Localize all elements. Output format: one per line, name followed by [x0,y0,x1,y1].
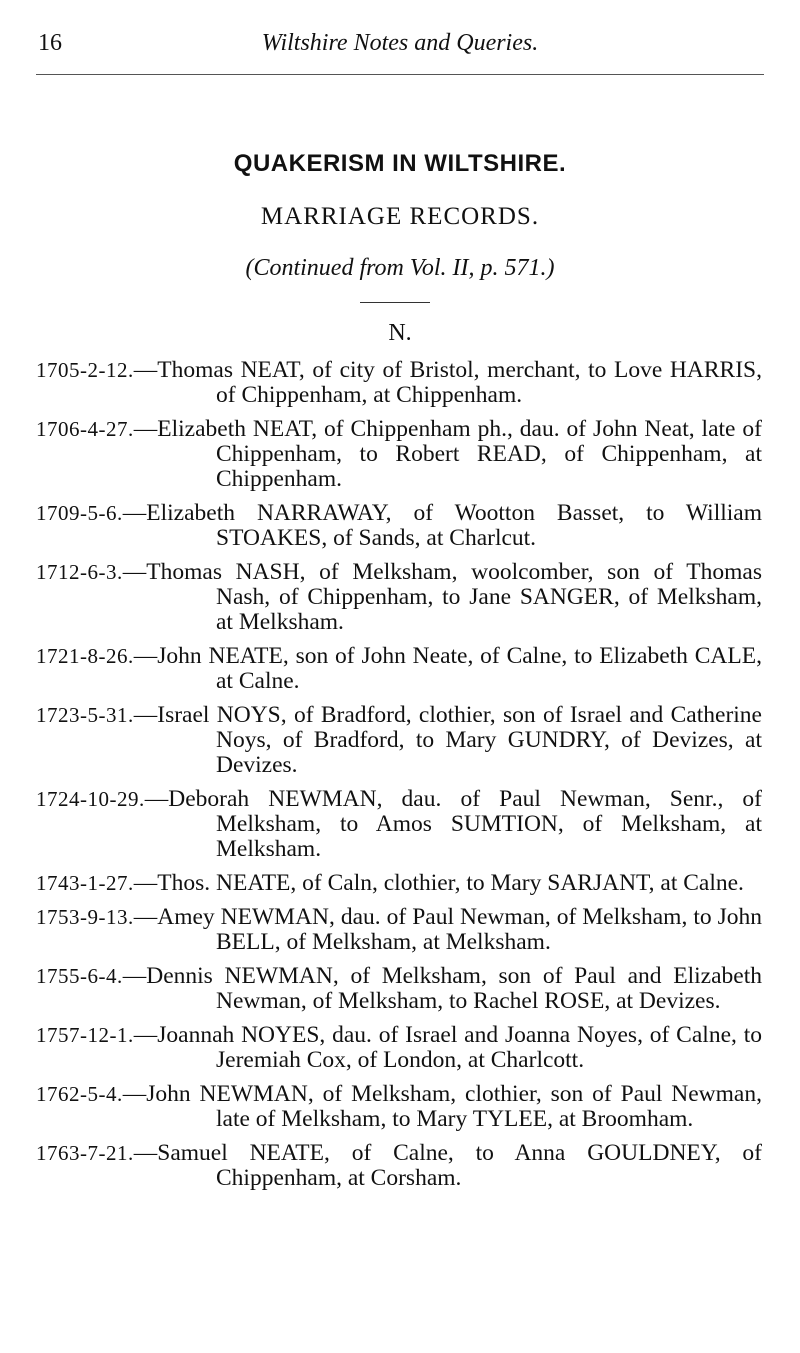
running-title: Wiltshire Notes and Queries. [261,30,539,56]
article-title: QUAKERISM IN WILTSHIRE. [233,150,567,177]
record-entry [36,1141,762,1191]
record-text: —Deborah NEWMAN, dau. of Paul Newman, Senr., of Melksham, to Amos SUMTION, of Melksham, at Melksham. [144,786,762,862]
record-date: 1762-5-4. [36,1082,123,1106]
record-date: 1757-12-1. [36,1023,134,1047]
record-date: 1712-6-3. [36,560,123,584]
record-entry [36,560,762,635]
record-entry [36,787,762,862]
record-date: 1705-2-12. [36,358,134,382]
record-text: —John NEATE, son of John Neate, of Calne, to Elizabeth CALE, at Calne. [133,643,762,694]
record-text: —Thomas NEAT, of city of Bristol, merchant, to Love HARRIS, of Chippenham, at Chippenham. [133,357,762,408]
record-date: 1706-4-27. [36,417,134,441]
record-entry [36,905,762,955]
page-number: 16 [38,30,62,56]
record-date: 1723-5-31. [36,703,134,727]
record-text: —John NEWMAN, of Melksham, clothier, son of Paul Newman, late of Melksham, to Mary TYLEE, at Broomham. [122,1081,762,1132]
continued-note: (Continued from Vol. II, p. 571.) [245,255,555,281]
record-entry [36,501,762,551]
record-date: 1743-1-27. [36,871,134,895]
record-entry [36,417,762,492]
marriage-records-list [36,358,762,1200]
record-text: —Thomas NASH, of Melksham, woolcomber, son of Thomas Nash, of Chippenham, to Jane SANGER, of Melksham, at Melksham. [122,559,762,635]
header-rule [36,74,764,75]
record-entry [36,871,762,896]
record-date: 1753-9-13. [36,905,134,929]
record-text: —Dennis NEWMAN, of Melksham, son of Paul and Elizabeth Newman, of Melksham, to Rachel ROSE, at Devizes. [122,963,762,1014]
record-text: —Joannah NOYES, dau. of Israel and Joanna Noyes, of Calne, to Jeremiah Cox, of London, at Charlcott. [133,1022,762,1073]
record-entry [36,964,762,1014]
record-entry [36,1082,762,1132]
record-text: —Elizabeth NEAT, of Chippenham ph., dau. of John Neat, late of Chippenham, to Robert READ, of Chippenham, at Chippenham. [133,416,762,492]
record-date: 1721-8-26. [36,644,134,668]
record-text: —Elizabeth NARRAWAY, of Wootton Basset, to William STOAKES, of Sands, at Charlcut. [122,500,762,551]
record-date: 1763-7-21. [36,1141,134,1165]
record-entry [36,644,762,694]
record-entry [36,703,762,778]
section-letter: N. [388,320,412,346]
record-date: 1755-6-4. [36,964,123,988]
record-entry [36,358,762,408]
article-subtitle: MARRIAGE RECORDS. [260,203,540,230]
record-text: —Thos. NEATE, of Caln, clothier, to Mary SARJANT, at Calne. [133,870,744,896]
running-header [38,30,762,64]
section-divider [360,302,430,303]
record-text: —Amey NEWMAN, dau. of Paul Newman, of Melksham, to John BELL, of Melksham, at Melksham. [133,904,762,955]
record-text: —Israel NOYS, of Bradford, clothier, son of Israel and Catherine Noys, of Bradford, to Mary GUNDRY, of Devizes, at Devizes. [133,702,762,778]
record-date: 1724-10-29. [36,787,145,811]
record-text: —Samuel NEATE, of Calne, to Anna GOULDNEY, of Chippenham, at Corsham. [133,1140,762,1191]
record-entry [36,1023,762,1073]
record-date: 1709-5-6. [36,501,123,525]
